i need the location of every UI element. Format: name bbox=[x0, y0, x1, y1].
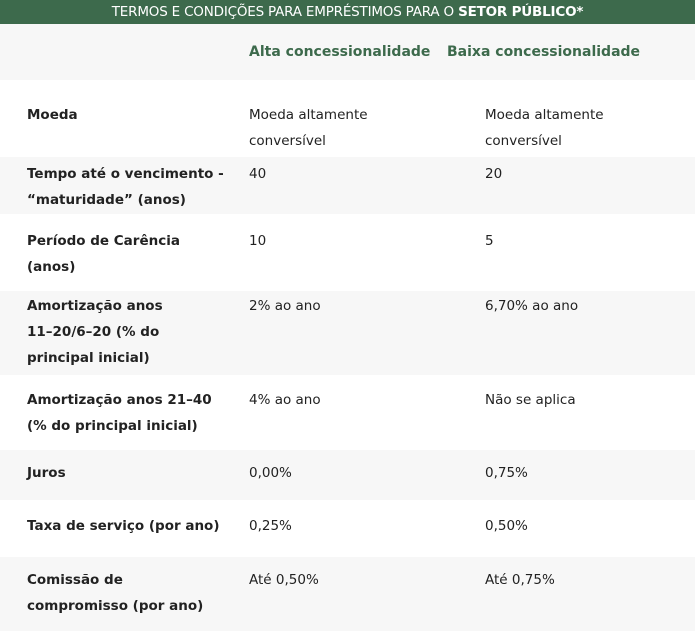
cell-text: Amortização anos 21–40 (% do principal inicial) bbox=[27, 392, 212, 434]
cell-alta: Até 0,50% bbox=[249, 572, 319, 588]
table-row bbox=[0, 157, 695, 214]
title-bold: SETOR PÚBLICO* bbox=[458, 4, 584, 20]
cell-label bbox=[0, 228, 249, 291]
cell-alta: 0,00% bbox=[249, 465, 292, 481]
cell-text: Tempo até o vencimento - “maturidade” (anos) bbox=[27, 166, 224, 208]
table-body bbox=[0, 80, 695, 631]
table-row bbox=[0, 214, 695, 291]
cell-alta: 40 bbox=[249, 166, 267, 182]
table-row bbox=[0, 375, 695, 450]
table-row bbox=[0, 291, 695, 375]
cell-baixa: 0,50% bbox=[485, 518, 528, 534]
table-row bbox=[0, 500, 695, 557]
cell-text: Período de Carência (anos) bbox=[27, 233, 180, 275]
cell-baixa bbox=[485, 102, 695, 157]
table-row bbox=[0, 557, 695, 631]
cell-label: Juros bbox=[27, 465, 66, 481]
cell-label bbox=[0, 293, 249, 375]
header-row bbox=[0, 24, 695, 80]
cell-baixa: 6,70% ao ano bbox=[485, 298, 579, 314]
cell-alta bbox=[249, 102, 485, 157]
cell-baixa: Não se aplica bbox=[485, 392, 576, 408]
cell-baixa: Até 0,75% bbox=[485, 572, 555, 588]
cell-text: Moeda altamente conversível bbox=[485, 107, 604, 149]
table-row bbox=[0, 450, 695, 500]
header-alta: Alta concessionalidade bbox=[249, 44, 431, 60]
table-title bbox=[0, 0, 695, 24]
cell-baixa: 20 bbox=[485, 166, 503, 182]
header-baixa: Baixa concessionalidade bbox=[447, 44, 641, 60]
cell-label: Taxa de serviço (por ano) bbox=[27, 518, 220, 534]
cell-label: Moeda bbox=[27, 107, 78, 123]
title-text: TERMOS E CONDIÇÕES PARA EMPRÉSTIMOS PARA O bbox=[111, 4, 459, 20]
cell-text: Amortização anos 11–20/6–20 (% do principal inicial) bbox=[27, 298, 163, 366]
cell-baixa: 0,75% bbox=[485, 465, 528, 481]
cell-label bbox=[0, 161, 249, 214]
cell-text: Moeda altamente conversível bbox=[249, 107, 368, 149]
cell-label bbox=[0, 567, 249, 631]
cell-alta: 2% ao ano bbox=[249, 298, 321, 314]
cell-alta: 0,25% bbox=[249, 518, 292, 534]
cell-label bbox=[0, 387, 249, 450]
cell-alta: 10 bbox=[249, 233, 267, 249]
cell-alta: 4% ao ano bbox=[249, 392, 321, 408]
table-row bbox=[0, 80, 695, 157]
cell-text: Comissão de compromisso (por ano) bbox=[27, 572, 204, 614]
cell-baixa: 5 bbox=[485, 233, 494, 249]
